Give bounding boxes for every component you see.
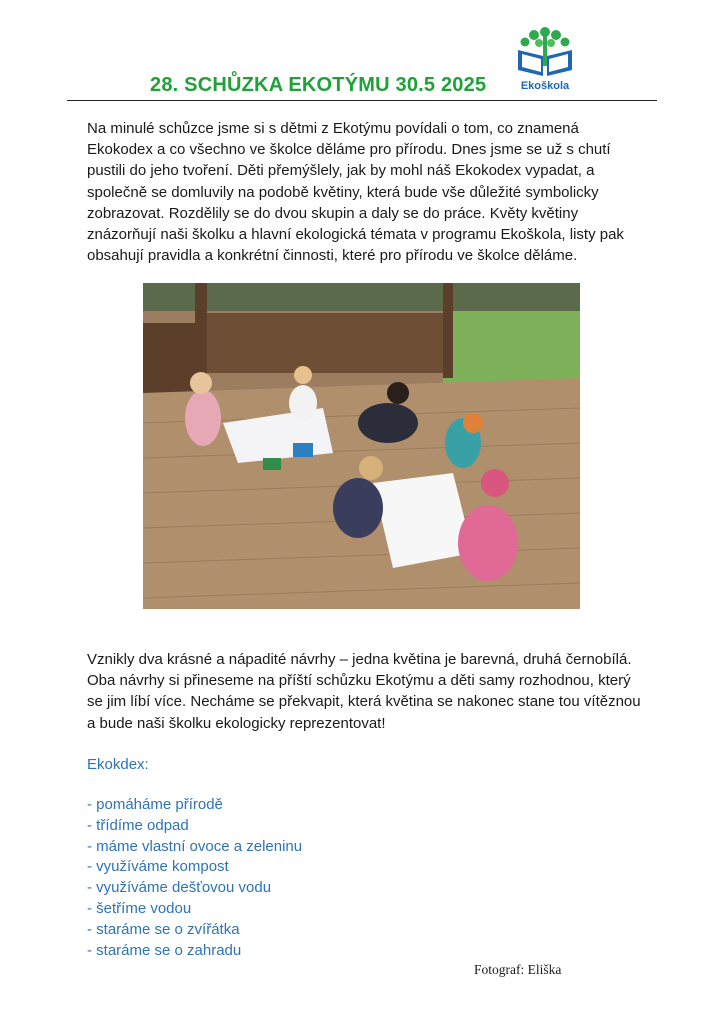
group-photo (143, 283, 580, 609)
ekoskola-logo (514, 24, 576, 96)
photo-credit: Fotograf: Eliška (474, 962, 562, 977)
list-item: - využíváme kompost (87, 858, 229, 876)
list-item: - staráme se o zahradu (87, 941, 242, 959)
list-item: - staráme se o zvířátka (87, 920, 240, 938)
logo-label: Ekoškola (520, 80, 570, 92)
page-title: 28. SCHŮZKA EKOTÝMU 30.5 2025 (150, 74, 487, 96)
list-item: - šetříme vodou (87, 899, 192, 917)
tree-book-icon (514, 24, 576, 82)
header-divider (67, 100, 657, 101)
list-item: - využíváme dešťovou vodu (87, 879, 272, 897)
list-item: - třídíme odpad (87, 816, 189, 834)
ekokodex-list (87, 795, 487, 961)
closing-paragraph: Vznikly dva krásné a nápadité návrhy – jedna květina je barevná, druhá černobílá. Oba návrhy si přineseme na příští schůzku Ekotýmu a děti samy rozhodnou, který se jim líbí více. Necháme se překvapit, která květina se nakonec stane tou vítěznou a bude naši školku ekologicky reprezentovat! (87, 651, 641, 732)
list-item: - máme vlastní ovoce a zeleninu (87, 837, 303, 855)
list-item: - pomáháme přírodě (87, 796, 223, 813)
ekokodex-heading: Ekokdex: (87, 756, 149, 773)
intro-paragraph: Na minulé schůzce jsme si s dětmi z Ekotýmu povídali o tom, co znamená Ekokodex a co všechno ve školce děláme pro přírodu. Dnes jsme se už s chutí pustili do jeho tvoření. Děti přemýšlely, jak by mohl náš Ekokodex vypadat, a společně se domluvily na podobě květiny, která bude vše důležité symbolicky zobrazovat. Rozdělily se do dvou skupin a daly se do práce. Květy květiny znázorňují naši školku a hlavní ekologická témata v programu Ekoškola, listy pak obsahují pravidla a konkrétní činnosti, které pro přírodu ve školce děláme. (87, 120, 624, 265)
children-drawing-photo (143, 283, 580, 609)
